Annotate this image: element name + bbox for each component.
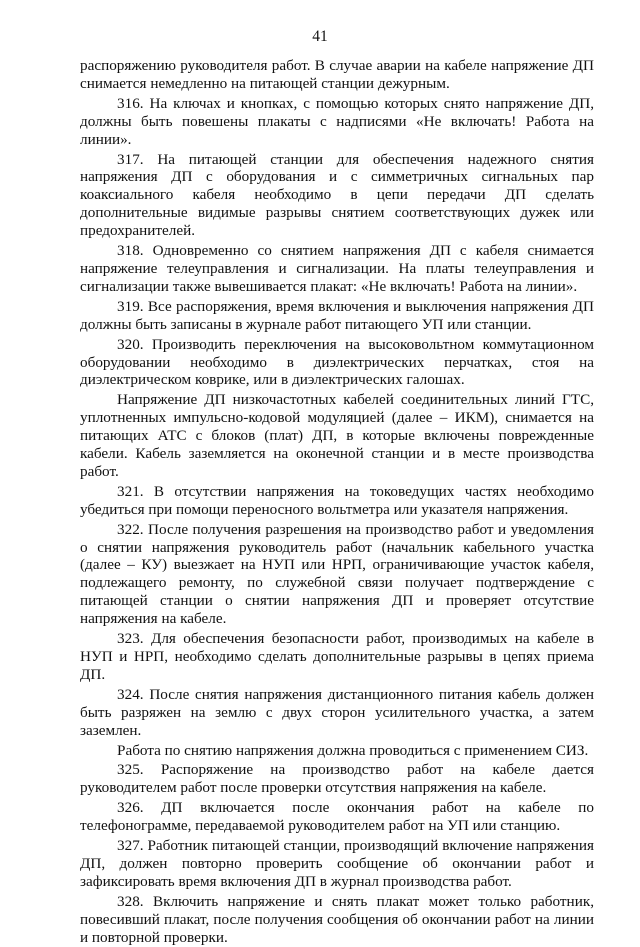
paragraph-322: 322. После получения разрешения на производство работ и уведомления о снятии напряжения руководитель работ (начальник кабельного участка (далее – КУ) выезжает на НУП или НРП, ограничивающие участок кабеля, подлежащего ремонту, по служебной связи получает подтверждение с питающей станции о снятии напряжения ДП и проверяет отсутствие напряжения на кабеле. <box>80 520 594 628</box>
paragraph-321: 321. В отсутствии напряжения на токоведущих частях необходимо убедиться при помощи переносного вольтметра или указателя напряжения. <box>80 482 594 518</box>
paragraph-328: 328. Включить напряжение и снять плакат может только работник, повесивший плакат, после получения сообщения об окончании работ на линии и повторной проверки. <box>80 892 594 946</box>
paragraph-318: 318. Одновременно со снятием напряжения ДП с кабеля снимается напряжение телеуправления и сигнализации. На платы телеуправления и сигнализации также вывешивается плакат: «Не включать! Работа на линии». <box>80 242 594 295</box>
body-text <box>80 57 594 947</box>
paragraph-324-note: Работа по снятию напряжения должна проводиться с применением СИЗ. <box>117 741 589 759</box>
paragraph-326: 326. ДП включается после окончания работ на кабеле по телефонограмме, передаваемой руководителем работ на УП или станцию. <box>80 799 594 835</box>
paragraph-319: 319. Все распоряжения, время включения и выключения напряжения ДП должны быть записаны в журнале работ питающего УП или станции. <box>80 297 594 333</box>
paragraph-316: 316. На ключах и кнопках, с помощью которых снято напряжение ДП, должны быть повешены плакаты с надписями «Не включать! Работа на линии». <box>80 94 594 148</box>
paragraph-327: 327. Работник питающей станции, производящий включение напряжения ДП, должен повторно проверить сообщение об окончании работ и зафиксировать время включения ДП в журнал производства работ. <box>80 837 594 890</box>
page-number: 41 <box>312 28 328 45</box>
paragraph-320: 320. Производить переключения на высоковольтном коммутационном оборудовании необходимо в диэлектрических перчатках, стоя на диэлектрическом коврике, или в диэлектрических галошах. <box>80 335 594 389</box>
paragraph-317: 317. На питающей станции для обеспечения надежного снятия напряжения ДП с оборудования и с симметричных сигнальных пар коаксиального кабеля необходимо в цепи передачи ДП сделать дополнительные видимые разрывы снятием соответствующих дужек или предохранителей. <box>80 150 594 240</box>
paragraph-325: 325. Распоряжение на производство работ на кабеле дается руководителем работ после проверки отсутствия напряжения на кабеле. <box>80 761 594 797</box>
paragraph-323: 323. Для обеспечения безопасности работ, производимых на кабеле в НУП и НРП, необходимо сделать дополнительные разрывы в цепях приема ДП. <box>80 630 594 683</box>
paragraph-320-note: Напряжение ДП низкочастотных кабелей соединительных линий ГТС, уплотненных импульсно-кодовой модуляцией (далее – ИКМ), снимается на питающих АТС с блоков (плат) ДП, в которые включены поврежденные кабели. Кабель заземляется на оконечной станции и в месте производства работ. <box>80 391 594 480</box>
paragraph-324: 324. После снятия напряжения дистанционного питания кабель должен быть разряжен на землю с двух сторон усилительного участка, а затем заземлен. <box>80 685 594 739</box>
paragraph-continuation: распоряжению руководителя работ. В случае аварии на кабеле напряжение ДП снимается немедленно на питающей станции дежурным. <box>80 57 594 92</box>
